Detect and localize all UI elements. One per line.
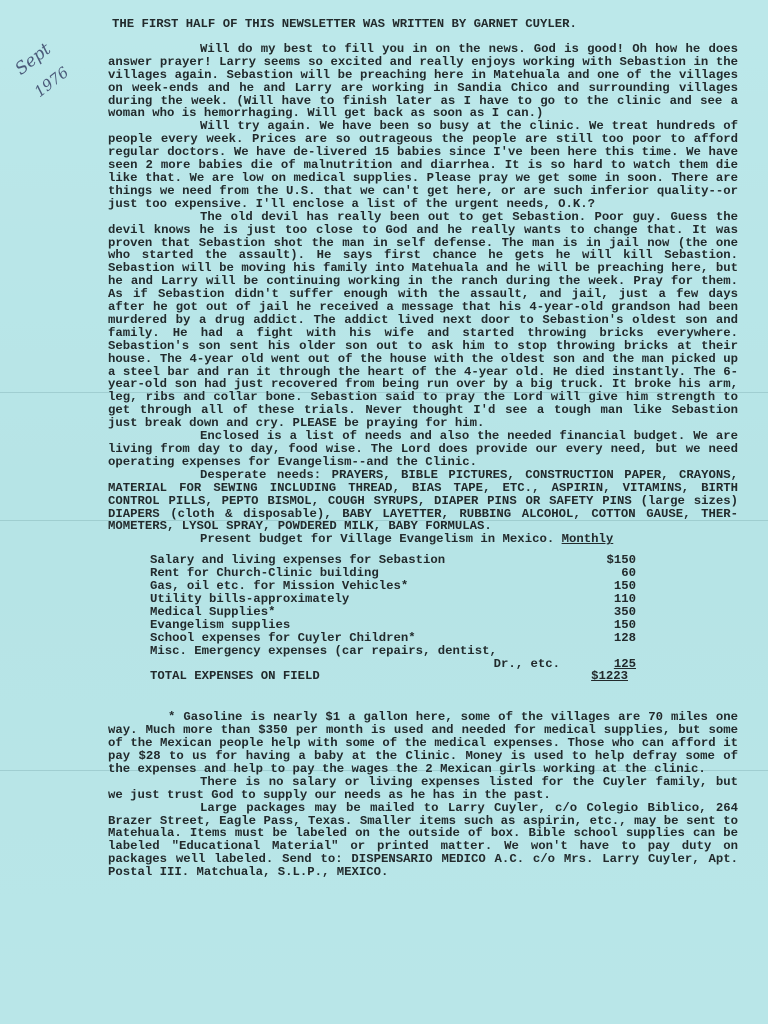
paragraph-sebastion: The old devil has really been out to get Sebastion. Poor guy. Guess the devil knows he is just too close to God and he really wants to change that. It was proven that Sebastion shot the man in self defense. The man is in jail now (the one who started the assault). He says first chance he gets he will kill Sebastion. Sebastion will be moving his family into Matehuala and he will be preaching here, but he and Larry will be continuing working in the ranch during the week. Pray for them. As if Sebastion didn't suffer enough with the assault, and jail, just a few days after he got out of jail he received a message that his 4-year-old grandson had been murdered by a drug addict. The addict lived next door to Sebastion's oldest son and family. He had a fight with his wife and started throwing bricks everywhere. Sebastion's son sent his older son out to ask him to stop throwing bricks at their house. The 4-year old went out of the house with the oldest son and the man picked up a steel bar and ran it through the heart of the 4-year old. He died instantly. The 6-year-old son had just recovered from being run over by a big truck. It broke his arm, leg, ribs and collar bone. Sebastion said to pray the Lord will give him strength to get through all of these trials. Never thought I'd see a tough man like Sebastion just break down and cry. PLEASE be praying for him. [108, 209, 738, 431]
budget-total-amount: $1223 [591, 669, 628, 684]
budget-item-desc: Medical Supplies* [150, 604, 276, 619]
paragraph-news: Will do my best to fill you in on the news. God is good! Oh how he does answer prayer! Larry seems so excited and really enjoys working with Sebastion in the villages again. Sebastion will be preaching here in Matehuala and one of the villages on week-ends and he and Larry are working in Sandia Chico and surrounding villages during the week. (Will have to finish later as I have to go to the clinic and see a woman who is hemorrhaging. Will get back as soon as I can.) [108, 41, 738, 121]
handwritten-month: Sept [11, 39, 55, 80]
handwritten-year: 1976 [30, 63, 73, 101]
paragraph-desperate-needs: Desperate needs: PRAYERS, BIBLE PICTURES, CONSTRUCTION PAPER, CRAYONS, MATERIAL FOR SEWING INCLUDING THREAD, BIAS TAPE, ETC., ASPIRIN, VITAMINS, BIRTH CONTROL PILLS, PEPTO BISMOL, COUGH SYRUPS, DIAPER PINS OR SAFETY PINS (large sizes) DIAPERS (cloth & disposable), BABY LAYETTER, RUBBING ALCOHOL, COTTON GAUSE, THER-MOMETERS, LYSOL SPRAY, POWDERED MILK, BABY FORMULAS. [108, 467, 738, 534]
budget-item-amount: 150 [613, 579, 636, 594]
budget-item-amount: 60 [621, 566, 636, 581]
budget-row [150, 593, 636, 606]
paragraph-mailing-note: Large packages may be mailed to Larry Cuyler, c/o Colegio Biblico, 264 Brazer Street, Eagle Pass, Texas. Smaller items such as aspirin, etc., may be sent to Matehuala. Items must be labeled on the outside of box. Bible school supplies can be labeled "Educational Material" or printed matter. We won't have to pay duty on packages well labeled. Send to: DISPENSARIO MEDICO A.C. c/o Mrs. Larry Cuyler, Apt. Postal III. Matchuala, S.L.P., MEXICO. [108, 800, 738, 880]
budget-period: Monthly [561, 532, 614, 547]
newsletter-title: THE FIRST HALF OF THIS NEWSLETTER WAS WRITTEN BY GARNET CUYLER. [112, 17, 577, 31]
budget-item-desc: Evangelism supplies [150, 617, 291, 632]
budget-item-amount: 128 [613, 630, 636, 645]
budget-item-desc: Dr., etc. [493, 656, 560, 671]
budget-item-amount: 150 [613, 617, 636, 632]
budget-row [150, 619, 636, 632]
budget-item-amount: 110 [613, 591, 636, 606]
budget-item-amount [568, 645, 636, 658]
budget-item-desc: Misc. Emergency expenses (car repairs, dentist, [150, 643, 497, 658]
paragraph-clinic: Will try again. We have been so busy at the clinic. We treat hundreds of people every week. Prices are so outrageous the people are still too poor to afford regular doctors. We have de-livered 15 babies since I've been here this time. We have seen 2 more babies die of malnutrition and diarrhea. It is so hard to watch them die like that. We are low on medical supplies. Please pray we get some in soon. There are things we need from the U.S. that we can't get here, or are such inferior quality--or just too expensive. I'll enclose a list of the urgent needs, O.K.? [108, 119, 738, 211]
newsletter-body [108, 18, 738, 879]
budget-item-desc: Salary and living expenses for Sebastion [150, 553, 446, 568]
budget-item-desc: Rent for Church-Clinic building [150, 566, 379, 581]
budget-total-label: TOTAL EXPENSES ON FIELD [150, 669, 320, 684]
budget-item-amount: 350 [613, 604, 636, 619]
budget-item-amount: $150 [606, 553, 636, 568]
paragraph-gasoline-note: * Gasoline is nearly $1 a gallon here, some of the villages are 70 miles one way. Much more than $350 per month is used and needed for medical supplies, but some of the Mexican people help with some of the medical expenses. Those who can afford it pay $28 to us for having a baby at the Clinic. Money is used to help defray some of the expenses and help to pay the wages the 2 Mexican girls working at the clinic. [108, 710, 738, 776]
budget-row [150, 632, 636, 645]
budget-item-desc: Gas, oil etc. for Mission Vehicles* [150, 579, 409, 594]
budget-row [150, 606, 636, 619]
budget-total-row [150, 670, 628, 683]
budget-heading-text: Present budget for Village Evangelism in Mexico. [200, 532, 555, 547]
paragraph-enclosed: Enclosed is a list of needs and also the needed financial budget. We are living from day to day, food wise. The Lord does provide our every need, but we need operating expenses for Evangelism--and the Clinic. [108, 429, 738, 469]
budget-item-amount: 125 [613, 656, 636, 671]
budget-heading [108, 533, 738, 546]
footnotes-section [108, 711, 738, 879]
paragraph-salary-note: There is no salary or living expenses listed for the Cuyler family, but we just trust God to supply our needs as he has in the past. [108, 774, 738, 802]
budget-row [150, 645, 636, 658]
budget-table [150, 554, 636, 670]
budget-item-desc: School expenses for Cuyler Children* [150, 630, 416, 645]
budget-item-desc: Utility bills-approximately [150, 591, 350, 606]
handwritten-date-note [10, 34, 90, 104]
